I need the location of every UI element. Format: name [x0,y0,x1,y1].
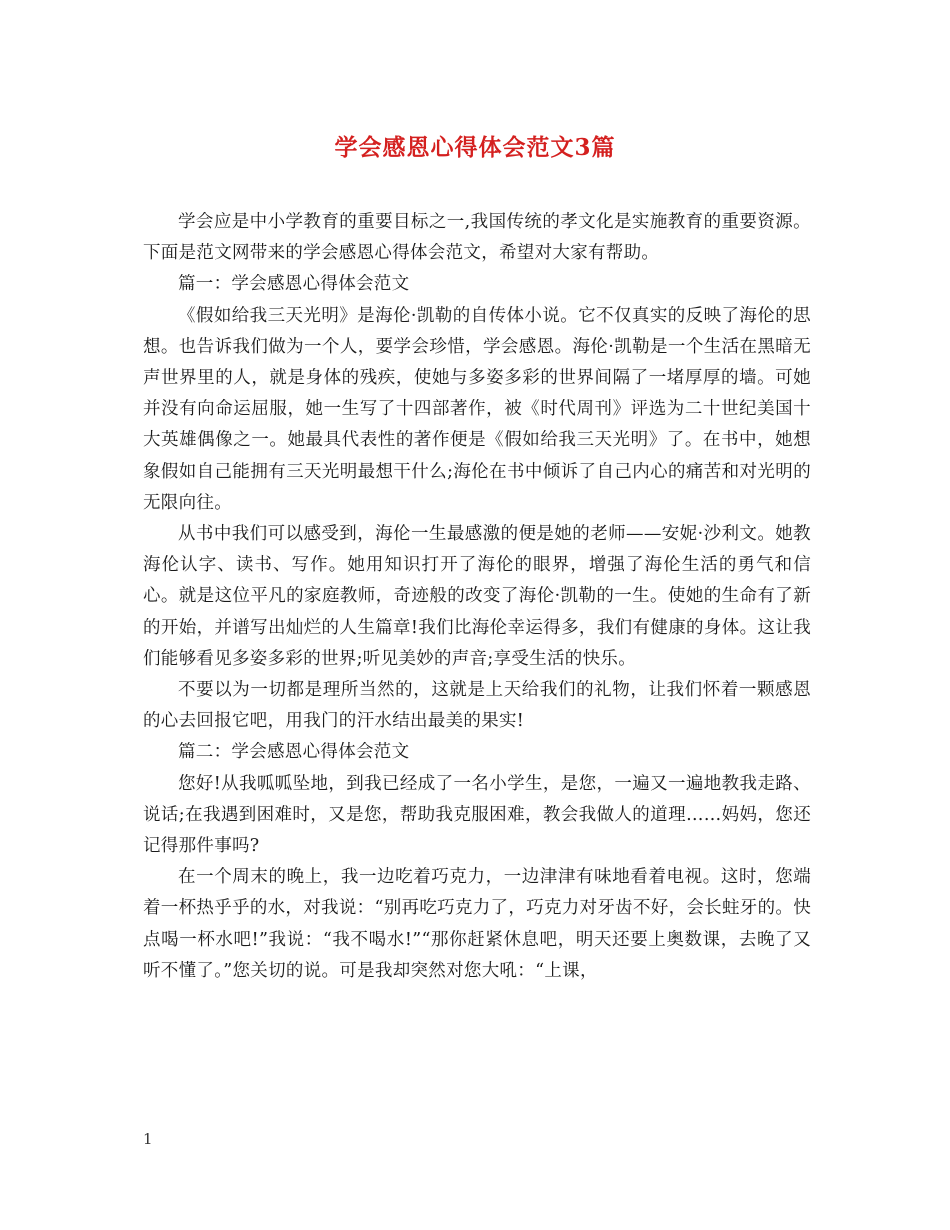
page-number: 1 [143,1130,153,1148]
paragraph-intro: 学会应是中小学教育的重要目标之一,我国传统的孝文化是实施教育的重要资源。下面是范文网带来的学会感恩心得体会范文，希望对大家有帮助。 [143,212,811,264]
section-heading-2: 篇二：学会感恩心得体会范文 [178,742,410,763]
paragraph: 在一个周末的晚上，我一边吃着巧克力，一边津津有味地看着电视。这时，您端着一杯热乎乎的水，对我说：“别再吃巧克力了，巧克力对牙齿不好，会长蛀牙的。快点喝一杯水吧!”我说：“我不喝水!”“那你赶紧休息吧，明天还要上奥数课，去晚了又听不懂了。”您关切的说。可是我却突然对您大吼：“上课， [143,867,811,981]
paragraph: 不要以为一切都是理所当然的，这就是上天给我们的礼物，让我们怀着一颗感恩的心去回报它吧，用我门的汗水结出最美的果实! [143,680,811,732]
document-body [143,207,811,987]
document-title: 学会感恩心得体会范文3篇 [334,134,616,161]
paragraph: 《假如给我三天光明》是海伦·凯勒的自传体小说。它不仅真实的反映了海伦的思想。也告诉我们做为一个人，要学会珍惜，学会感恩。海伦·凯勒是一个生活在黑暗无声世界里的人，就是身体的残疾，使她与多姿多彩的世界间隔了一堵厚厚的墙。可她并没有向命运屈服，她一生写了十四部著作，被《时代周刊》评选为二十世纪美国十大英雄偶像之一。她最具代表性的著作便是《假如给我三天光明》了。在书中，她想象假如自己能拥有三天光明最想干什么;海伦在书中倾诉了自己内心的痛苦和对光明的无限向往。 [143,305,811,513]
paragraph: 您好!从我呱呱坠地，到我已经成了一名小学生，是您，一遍又一遍地教我走路、说话;在我遇到困难时，又是您，帮助我克服困难，教会我做人的道理……妈妈，您还记得那件事吗? [143,773,811,857]
paragraph: 从书中我们可以感受到，海伦一生最感激的便是她的老师——安妮·沙利文。她教海伦认字、读书、写作。她用知识打开了海伦的眼界，增强了海伦生活的勇气和信心。就是这位平凡的家庭教师，奇迹般的改变了海伦·凯勒的一生。使她的生命有了新的开始，并谱写出灿烂的人生篇章!我们比海伦幸运得多，我们有健康的身体。这让我们能够看见多姿多彩的世界;听见美妙的声音;享受生活的快乐。 [143,524,811,669]
section-heading-1: 篇一：学会感恩心得体会范文 [178,274,410,295]
